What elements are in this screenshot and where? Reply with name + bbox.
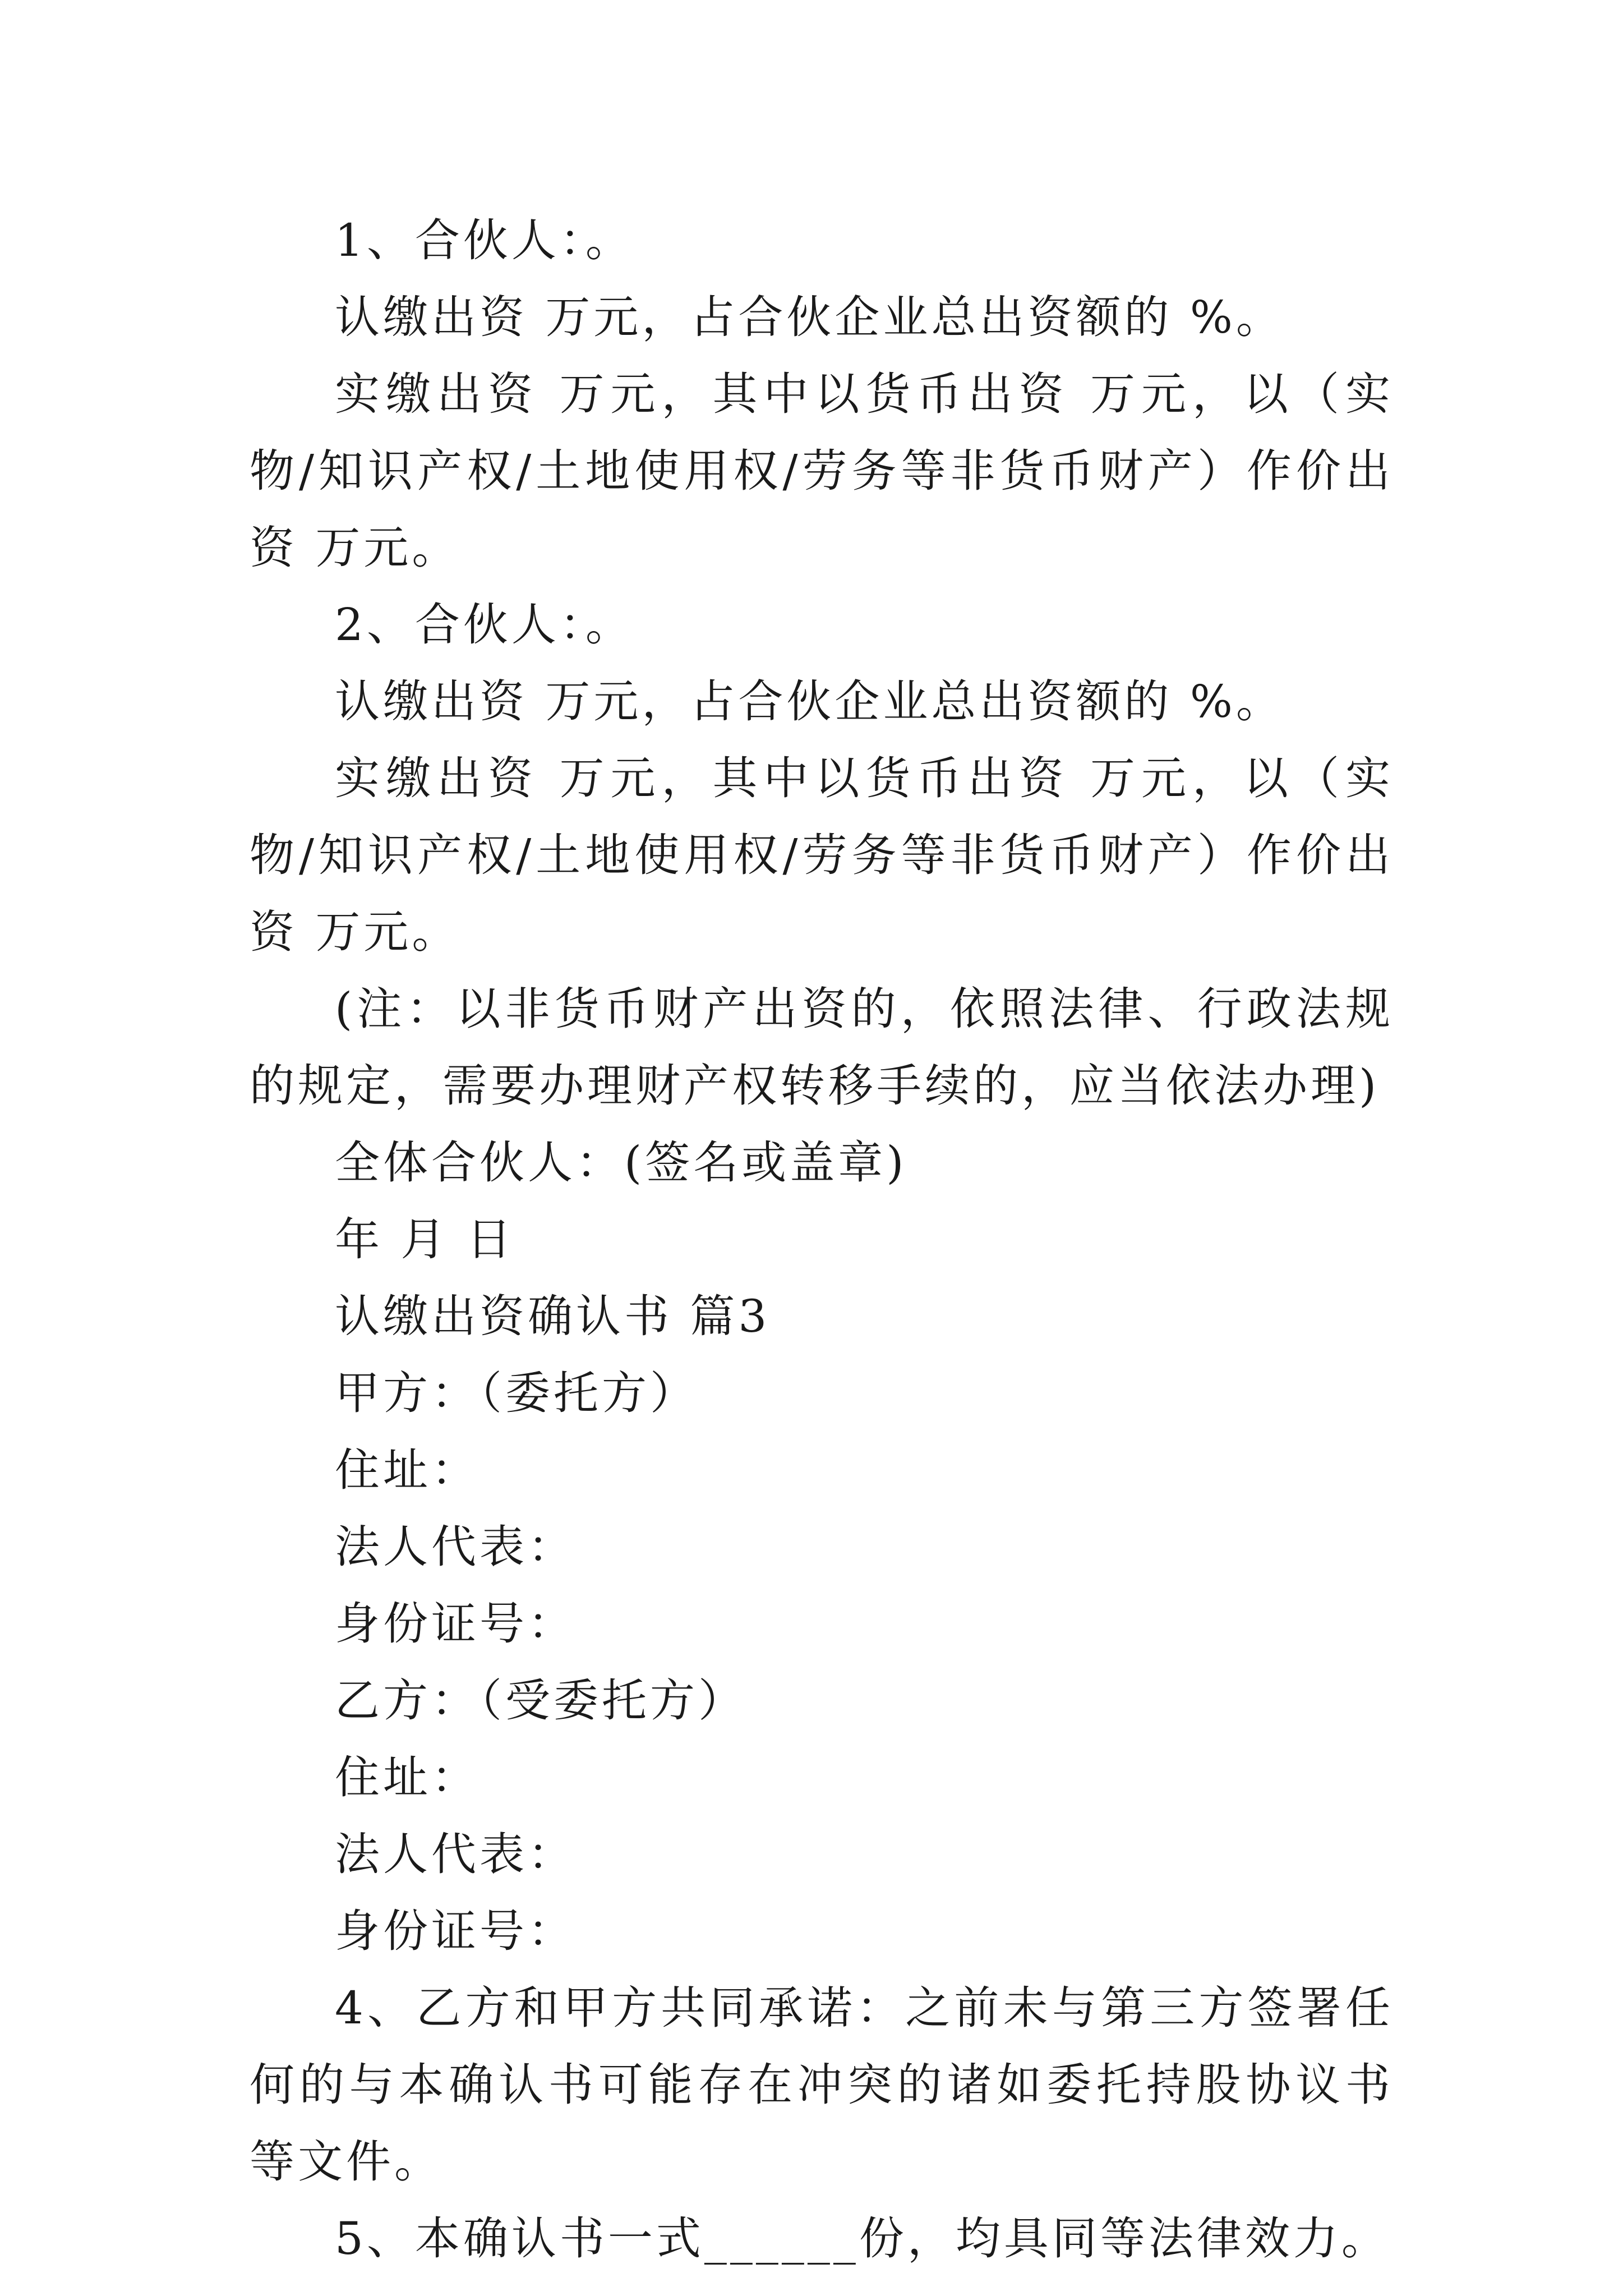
party-b-label: 乙方：（受委托方）: [335, 1674, 746, 1727]
party-b-legal-rep: 法人代表：: [335, 1828, 576, 1880]
section-title: 认缴出资确认书 篇3: [335, 1290, 771, 1342]
partner-1-subscribed: 认缴出资 万元，占合伙企业总出资额的 %。: [335, 291, 1284, 343]
note-paragraph: (注：以非货币财产出资的，依照法律、行政法规的规定，需要办理财产权转移手续的，应当依法办理): [250, 983, 1394, 1112]
party-a-legal-rep: 法人代表：: [335, 1521, 576, 1573]
clause-4: 4、乙方和甲方共同承诺：之前未与第三方签署任何的与本确认书可能存在冲突的诸如委托持股协议书等文件。: [250, 1982, 1394, 2188]
partner-2-heading: 2、合伙人：。: [335, 599, 634, 651]
document-page: [250, 202, 1394, 2277]
partner-1-heading: 1、合伙人：。: [335, 214, 634, 266]
party-a-label: 甲方：（委托方）: [335, 1367, 698, 1419]
partner-2-paid: 实缴出资 万元，其中以货币出资 万元，以（实物/知识产权/土地使用权/劳务等非货币财产）作价出资 万元。: [250, 752, 1394, 958]
clause-5: 5、本确认书一式______份，均具同等法律效力。: [335, 2212, 1390, 2265]
date-line: 年 月 日: [335, 1213, 515, 1266]
partner-2-subscribed: 认缴出资 万元，占合伙企业总出资额的 %。: [335, 675, 1284, 728]
party-b-address: 住址：: [335, 1751, 479, 1803]
all-partners-signature: 全体合伙人：(签名或盖章): [335, 1137, 907, 1189]
partner-1-paid: 实缴出资 万元，其中以货币出资 万元，以（实物/知识产权/土地使用权/劳务等非货币财产）作价出资 万元。: [250, 368, 1394, 574]
party-b-id-number: 身份证号：: [335, 1905, 576, 1957]
party-a-address: 住址：: [335, 1444, 479, 1496]
party-a-id-number: 身份证号：: [335, 1598, 576, 1650]
